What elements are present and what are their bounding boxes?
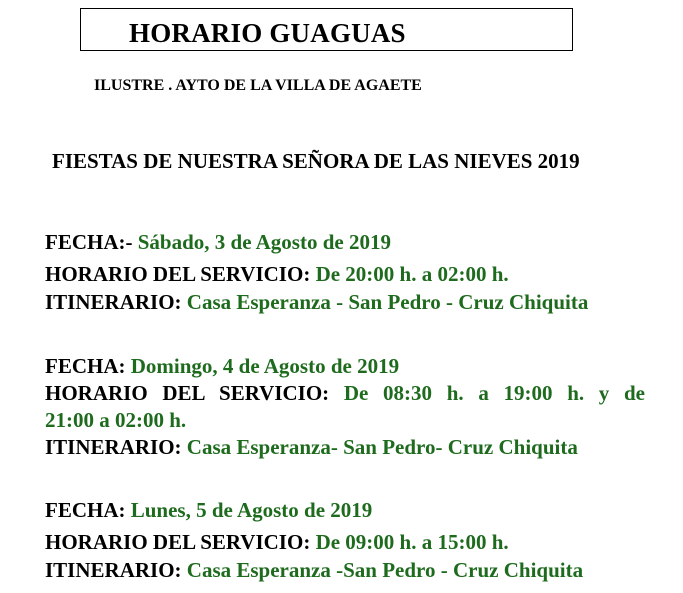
schedule-1-horario	[45, 262, 509, 287]
fecha-value: Domingo, 4 de Agosto de 2019	[130, 354, 400, 378]
itinerario-value: Casa Esperanza - San Pedro - Cruz Chiquita	[186, 290, 589, 314]
fecha-value: Sábado, 3 de Agosto de 2019	[137, 230, 391, 254]
itinerario-label: ITINERARIO:	[45, 290, 182, 314]
horario-label: HORARIO DEL SERVICIO:	[45, 530, 311, 554]
schedule-3-horario	[45, 530, 509, 555]
itinerario-value: Casa Esperanza -San Pedro - Cruz Chiquita	[186, 558, 584, 582]
schedule-2-horario	[45, 381, 645, 406]
fecha-value: Lunes, 5 de Agosto de 2019	[130, 498, 373, 522]
organization-name: ILUSTRE . AYTO DE LA VILLA DE AGAETE	[94, 77, 422, 94]
itinerario-label: ITINERARIO:	[45, 558, 182, 582]
horario-value: De 09:00 h. a 15:00 h.	[315, 530, 509, 554]
schedule-3-itinerario	[45, 558, 583, 583]
horario-label: HORARIO DEL SERVICIO:	[45, 381, 330, 405]
schedule-3-fecha	[45, 498, 372, 523]
itinerario-label: ITINERARIO:	[45, 435, 182, 459]
schedule-2-itinerario	[45, 435, 578, 460]
schedule-1-fecha	[45, 230, 391, 255]
fecha-label: FECHA:	[45, 354, 126, 378]
event-title: FIESTAS DE NUESTRA SEÑORA DE LAS NIEVES 2019	[52, 149, 580, 173]
horario-label: HORARIO DEL SERVICIO:	[45, 262, 311, 286]
page-title: HORARIO GUAGUAS	[129, 18, 406, 48]
fecha-label: FECHA:-	[45, 230, 133, 254]
schedule-2-fecha	[45, 354, 399, 379]
horario-value-line2: 21:00 a 02:00 h.	[45, 408, 187, 432]
itinerario-value: Casa Esperanza- San Pedro- Cruz Chiquita	[186, 435, 578, 459]
schedule-2-horario-cont	[45, 408, 186, 433]
horario-value-line1: De 08:30 h. a 19:00 h. y de	[343, 381, 645, 405]
horario-value: De 20:00 h. a 02:00 h.	[315, 262, 509, 286]
schedule-1-itinerario	[45, 290, 588, 315]
title-box	[80, 8, 573, 51]
fecha-label: FECHA:	[45, 498, 126, 522]
